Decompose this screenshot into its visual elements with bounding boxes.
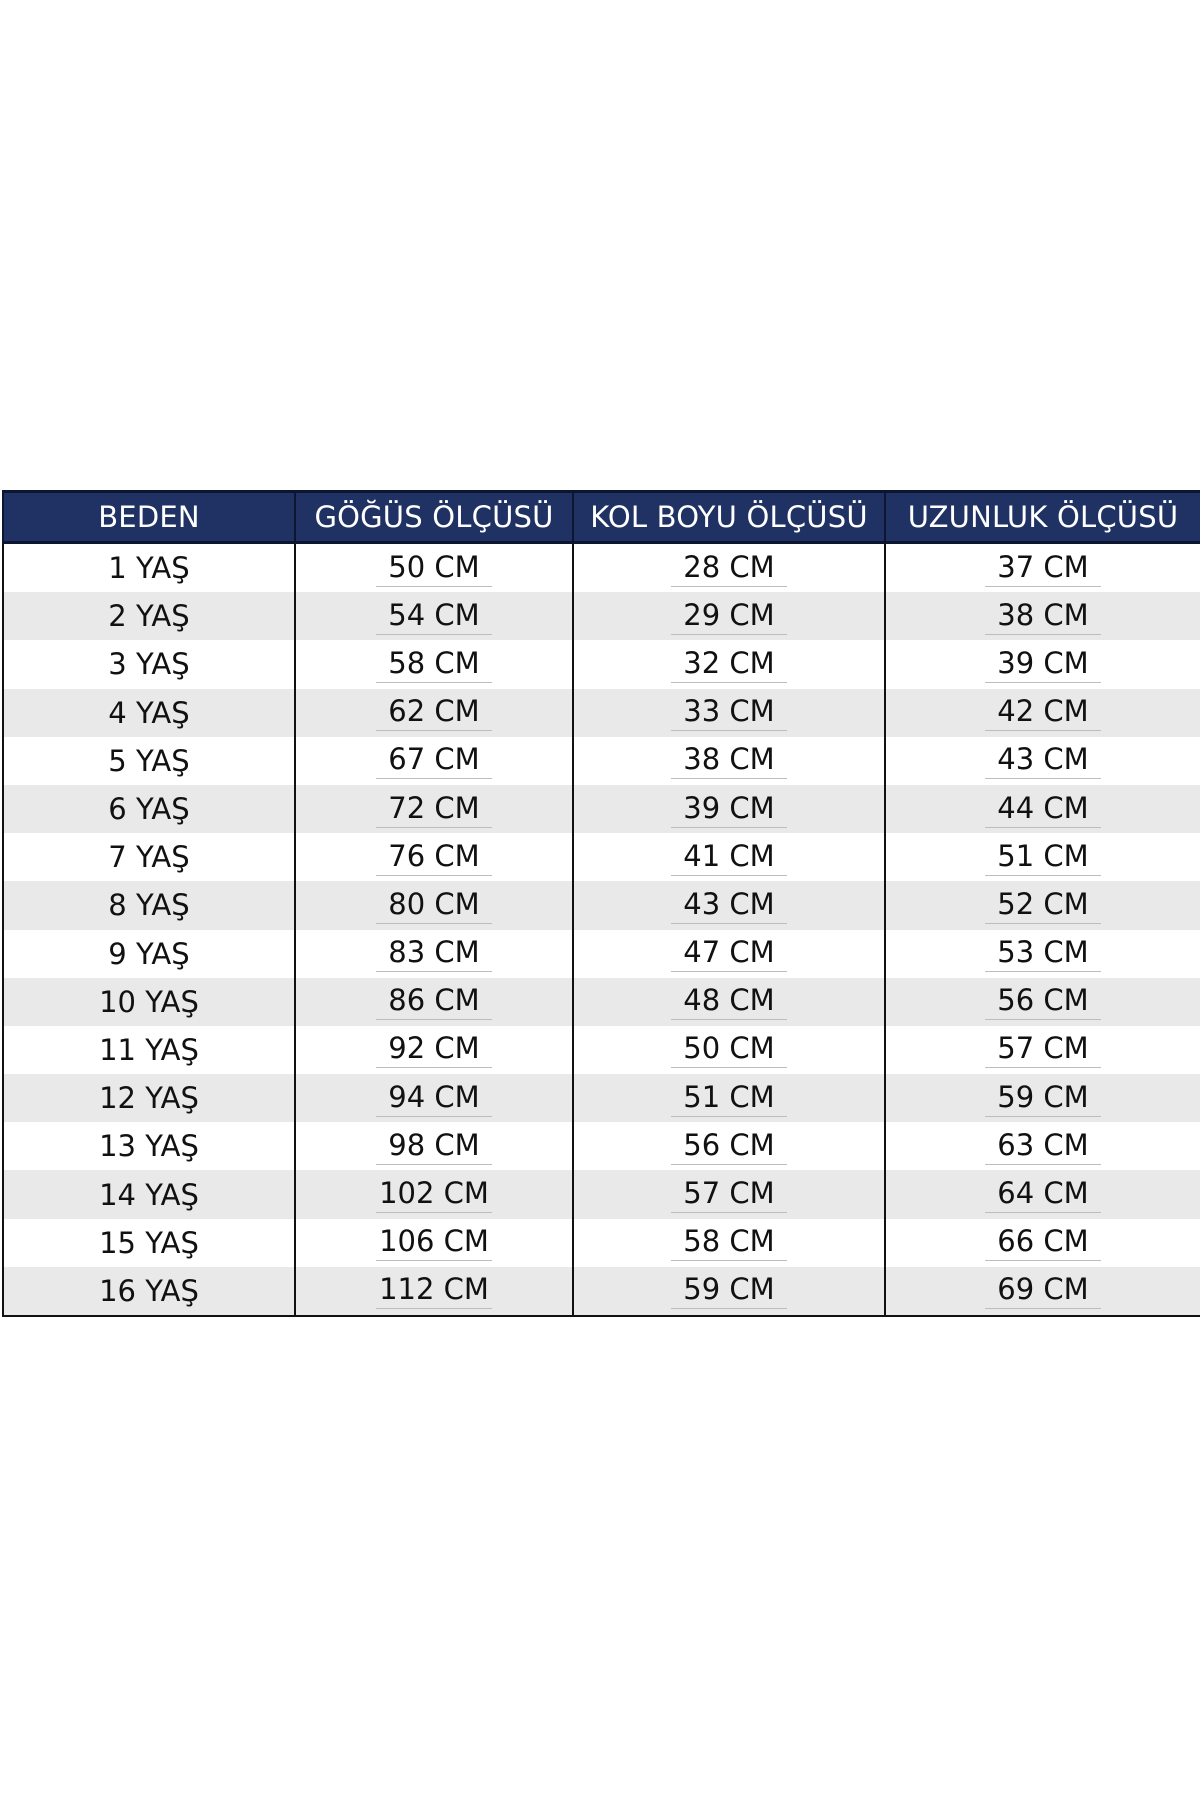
measurement-value: 39 CM: [671, 791, 787, 828]
size-label: 2 YAŞ: [108, 599, 190, 634]
size-label: 9 YAŞ: [108, 936, 190, 971]
table-row: [3, 689, 1200, 737]
measurement-value: 112 CM: [376, 1272, 492, 1309]
measurement-value: 38 CM: [985, 598, 1101, 635]
length-cell: [885, 930, 1200, 978]
measurement-value: 94 CM: [376, 1080, 492, 1117]
size-label: 11 YAŞ: [99, 1032, 199, 1067]
measurement-value: 53 CM: [985, 935, 1101, 972]
measurement-value: 32 CM: [671, 646, 787, 683]
header-kol-boyu: KOL BOYU ÖLÇÜSÜ: [573, 492, 885, 543]
size-cell: [3, 1170, 295, 1218]
chest-cell: [295, 785, 573, 833]
table-row: [3, 881, 1200, 929]
length-cell: [885, 640, 1200, 688]
size-label: 13 YAŞ: [99, 1129, 199, 1164]
chest-cell: [295, 833, 573, 881]
sleeve-cell: [573, 1267, 885, 1316]
length-cell: [885, 1170, 1200, 1218]
size-label: 14 YAŞ: [99, 1177, 199, 1212]
size-label: 15 YAŞ: [99, 1225, 199, 1260]
size-cell: [3, 978, 295, 1026]
size-cell: [3, 1267, 295, 1316]
chest-cell: [295, 543, 573, 593]
size-cell: [3, 881, 295, 929]
table-body: [3, 543, 1200, 1317]
sleeve-cell: [573, 543, 885, 593]
length-cell: [885, 543, 1200, 593]
table-row: [3, 1122, 1200, 1170]
measurement-value: 92 CM: [376, 1031, 492, 1068]
size-cell: [3, 543, 295, 593]
size-cell: [3, 689, 295, 737]
measurement-value: 83 CM: [376, 935, 492, 972]
table-row: [3, 640, 1200, 688]
sleeve-cell: [573, 640, 885, 688]
length-cell: [885, 1267, 1200, 1316]
size-cell: [3, 737, 295, 785]
length-cell: [885, 1219, 1200, 1267]
sleeve-cell: [573, 833, 885, 881]
measurement-value: 57 CM: [671, 1176, 787, 1213]
measurement-value: 76 CM: [376, 839, 492, 876]
chest-cell: [295, 930, 573, 978]
measurement-value: 56 CM: [985, 983, 1101, 1020]
sleeve-cell: [573, 592, 885, 640]
size-cell: [3, 785, 295, 833]
measurement-value: 63 CM: [985, 1128, 1101, 1165]
measurement-value: 102 CM: [376, 1176, 492, 1213]
measurement-value: 66 CM: [985, 1224, 1101, 1261]
measurement-value: 38 CM: [671, 742, 787, 779]
header-uzunluk: UZUNLUK ÖLÇÜSÜ: [885, 492, 1200, 543]
length-cell: [885, 785, 1200, 833]
length-cell: [885, 881, 1200, 929]
measurement-value: 41 CM: [671, 839, 787, 876]
sleeve-cell: [573, 978, 885, 1026]
table-row: [3, 1170, 1200, 1218]
chest-cell: [295, 640, 573, 688]
table-row: [3, 592, 1200, 640]
size-label: 8 YAŞ: [108, 888, 190, 923]
size-label: 1 YAŞ: [108, 551, 190, 586]
length-cell: [885, 592, 1200, 640]
length-cell: [885, 1026, 1200, 1074]
measurement-value: 86 CM: [376, 983, 492, 1020]
table-header: [3, 492, 1200, 543]
measurement-value: 44 CM: [985, 791, 1101, 828]
chest-cell: [295, 978, 573, 1026]
chest-cell: [295, 689, 573, 737]
header-gogus: GÖĞÜS ÖLÇÜSÜ: [295, 492, 573, 543]
sleeve-cell: [573, 1219, 885, 1267]
sleeve-cell: [573, 785, 885, 833]
measurement-value: 50 CM: [671, 1031, 787, 1068]
measurement-value: 28 CM: [671, 550, 787, 587]
header-beden: BEDEN: [3, 492, 295, 543]
header-row: [3, 492, 1200, 543]
length-cell: [885, 978, 1200, 1026]
measurement-value: 57 CM: [985, 1031, 1101, 1068]
measurement-value: 67 CM: [376, 742, 492, 779]
table-row: [3, 978, 1200, 1026]
length-cell: [885, 689, 1200, 737]
size-label: 7 YAŞ: [108, 840, 190, 875]
size-cell: [3, 1026, 295, 1074]
table-row: [3, 543, 1200, 593]
size-label: 10 YAŞ: [99, 984, 199, 1019]
measurement-value: 62 CM: [376, 694, 492, 731]
chest-cell: [295, 1074, 573, 1122]
size-cell: [3, 640, 295, 688]
chest-cell: [295, 737, 573, 785]
table-row: [3, 1219, 1200, 1267]
sleeve-cell: [573, 1170, 885, 1218]
measurement-value: 39 CM: [985, 646, 1101, 683]
size-cell: [3, 1074, 295, 1122]
size-label: 16 YAŞ: [99, 1273, 199, 1308]
measurement-value: 56 CM: [671, 1128, 787, 1165]
table-row: [3, 833, 1200, 881]
size-label: 3 YAŞ: [108, 647, 190, 682]
measurement-value: 59 CM: [985, 1080, 1101, 1117]
table-row: [3, 785, 1200, 833]
table-row: [3, 1074, 1200, 1122]
sleeve-cell: [573, 689, 885, 737]
measurement-value: 42 CM: [985, 694, 1101, 731]
size-label: 12 YAŞ: [99, 1081, 199, 1116]
size-label: 5 YAŞ: [108, 743, 190, 778]
measurement-value: 51 CM: [985, 839, 1101, 876]
length-cell: [885, 737, 1200, 785]
chest-cell: [295, 1267, 573, 1316]
size-cell: [3, 1122, 295, 1170]
size-label: 4 YAŞ: [108, 695, 190, 730]
measurement-value: 59 CM: [671, 1272, 787, 1309]
sleeve-cell: [573, 1122, 885, 1170]
size-label: 6 YAŞ: [108, 792, 190, 827]
measurement-value: 64 CM: [985, 1176, 1101, 1213]
measurement-value: 48 CM: [671, 983, 787, 1020]
size-cell: [3, 592, 295, 640]
sleeve-cell: [573, 930, 885, 978]
sleeve-cell: [573, 1026, 885, 1074]
measurement-value: 43 CM: [985, 742, 1101, 779]
measurement-value: 54 CM: [376, 598, 492, 635]
measurement-value: 80 CM: [376, 887, 492, 924]
sleeve-cell: [573, 737, 885, 785]
sleeve-cell: [573, 881, 885, 929]
measurement-value: 33 CM: [671, 694, 787, 731]
chest-cell: [295, 1170, 573, 1218]
measurement-value: 50 CM: [376, 550, 492, 587]
size-cell: [3, 930, 295, 978]
measurement-value: 98 CM: [376, 1128, 492, 1165]
table-row: [3, 1267, 1200, 1316]
measurement-value: 47 CM: [671, 935, 787, 972]
length-cell: [885, 1122, 1200, 1170]
chest-cell: [295, 881, 573, 929]
measurement-value: 51 CM: [671, 1080, 787, 1117]
size-chart-table: [2, 490, 1200, 1317]
length-cell: [885, 833, 1200, 881]
measurement-value: 72 CM: [376, 791, 492, 828]
measurement-value: 52 CM: [985, 887, 1101, 924]
size-cell: [3, 1219, 295, 1267]
chest-cell: [295, 1026, 573, 1074]
measurement-value: 69 CM: [985, 1272, 1101, 1309]
measurement-value: 58 CM: [376, 646, 492, 683]
measurement-value: 58 CM: [671, 1224, 787, 1261]
table-row: [3, 1026, 1200, 1074]
measurement-value: 37 CM: [985, 550, 1101, 587]
measurement-value: 106 CM: [376, 1224, 492, 1261]
chest-cell: [295, 1219, 573, 1267]
size-cell: [3, 833, 295, 881]
table-row: [3, 737, 1200, 785]
table-row: [3, 930, 1200, 978]
measurement-value: 43 CM: [671, 887, 787, 924]
length-cell: [885, 1074, 1200, 1122]
measurement-value: 29 CM: [671, 598, 787, 635]
sleeve-cell: [573, 1074, 885, 1122]
chest-cell: [295, 592, 573, 640]
chest-cell: [295, 1122, 573, 1170]
